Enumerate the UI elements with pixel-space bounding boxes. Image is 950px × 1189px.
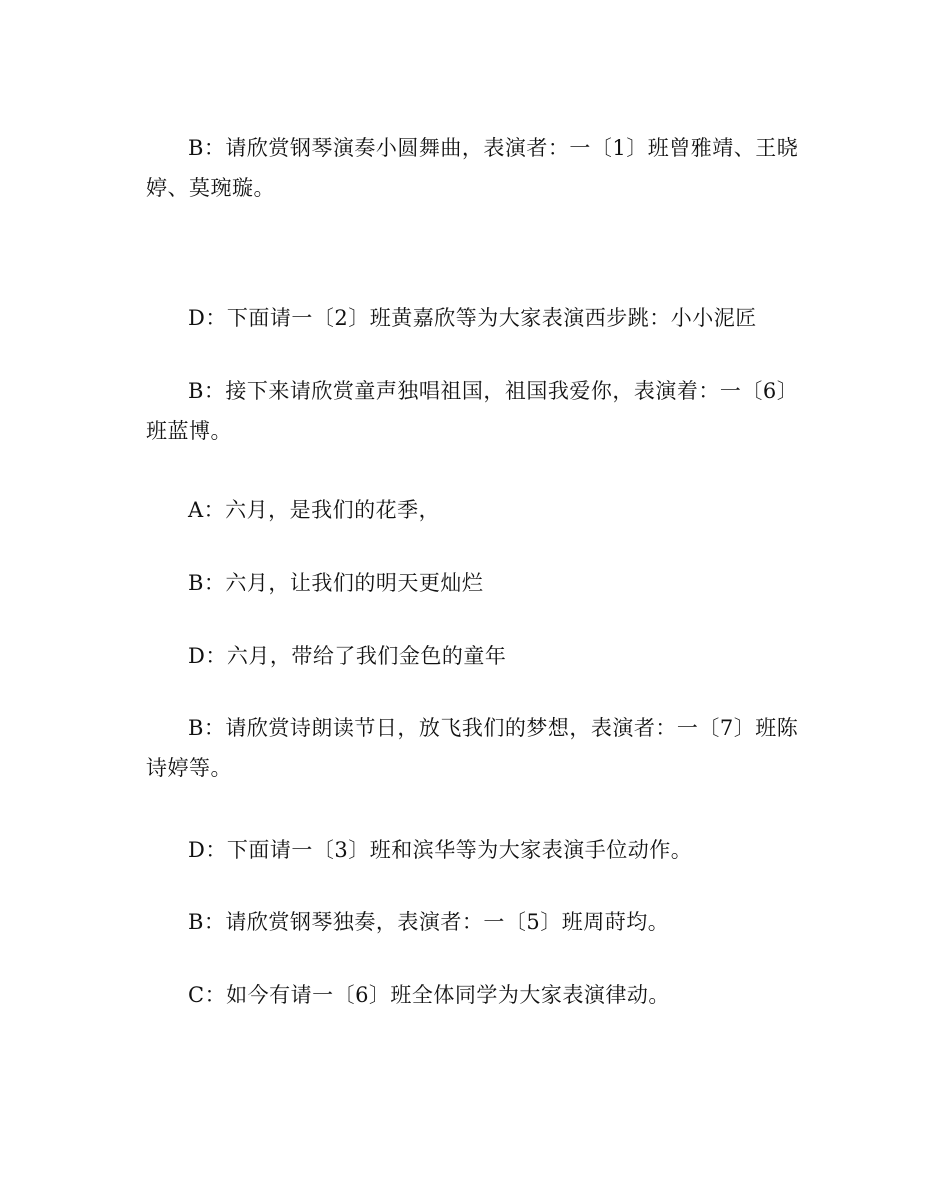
paragraph-9: B：请欣赏钢琴独奏，表演者：一〔5〕班周莳均。 (188, 910, 670, 934)
paragraph-3: B：接下来请欣赏童声独唱祖国，祖国我爱你，表演着：一〔6〕班蓝博。 (146, 379, 799, 443)
paragraph-2: D：下面请一〔2〕班黄嘉欣等为大家表演西步跳：小小泥匠 (188, 306, 757, 330)
paragraph-8: D：下面请一〔3〕班和滨华等为大家表演手位动作。 (188, 838, 693, 862)
paragraph-1: B：请欣赏钢琴演奏小圆舞曲，表演者：一〔1〕班曾雅靖、王晓婷、莫琬璇。 (146, 136, 799, 200)
paragraph-6: D：六月，带给了我们金色的童年 (188, 644, 507, 668)
paragraph-4: A：六月，是我们的花季， (188, 498, 441, 522)
paragraph-10: C：如今有请一〔6〕班全体同学为大家表演律动。 (188, 983, 670, 1007)
paragraph-7: B：请欣赏诗朗读节日，放飞我们的梦想，表演者：一〔7〕班陈诗婷等。 (146, 716, 799, 780)
paragraph-5: B：六月，让我们的明天更灿烂 (188, 571, 484, 595)
